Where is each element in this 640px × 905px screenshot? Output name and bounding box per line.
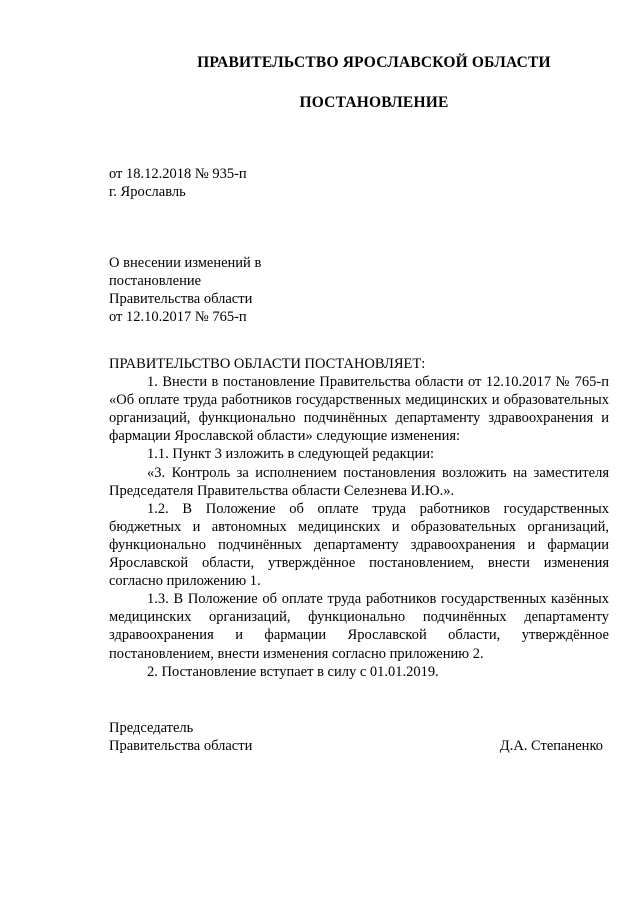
- subject-line: О внесении изменений в: [109, 255, 262, 271]
- subject-line: Правительства области: [109, 291, 253, 307]
- preamble: ПРАВИТЕЛЬСТВО ОБЛАСТИ ПОСТАНОВЛЯЕТ:: [109, 356, 426, 372]
- government-heading: ПРАВИТЕЛЬСТВО ЯРОСЛАВСКОЙ ОБЛАСТИ: [197, 54, 551, 71]
- signature-title-line: Правительства области: [109, 738, 253, 754]
- subject-line: от 12.10.2017 № 765-п: [109, 309, 247, 325]
- paragraph: 1. Внести в постановление Правительства области от 12.10.2017 № 765-п «Об оплате труда работников государственных медицинских и образовательных организаций, функционально подчинённых департаменту здравоохранения и фармации Ярославской области» следующие изменения:: [109, 374, 609, 445]
- city: г. Ярославль: [109, 184, 186, 200]
- paragraph: 1.2. В Положение об оплате труда работников государственных бюджетных и автономных медицинских и образовательных организаций, функционально подчинённых департаменту здравоохранения и фармации Ярославской области, утверждённое постановлением, внести изменения согласно приложению 1.: [109, 500, 609, 590]
- document-body: [109, 355, 609, 681]
- signature-title-line: Председатель: [109, 720, 194, 736]
- signature-title: [109, 719, 252, 755]
- paragraph: 1.3. В Положение об оплате труда работников государственных казённых медицинских организаций, функционально подчинённых департаменту здравоохранения и фармации Ярославской области, утверждённое постановлением, внести изменения согласно приложению 2.: [109, 591, 609, 662]
- document-type-heading: ПОСТАНОВЛЕНИЕ: [299, 94, 449, 111]
- subject-line: постановление: [109, 273, 202, 289]
- signatory-name: Д.А. Степаненко: [499, 738, 603, 754]
- paragraph: «3. Контроль за исполнением постановления возложить на заместителя Председателя Правительства области Селезнева И.Ю.».: [109, 464, 609, 499]
- paragraph: 2. Постановление вступает в силу с 01.01.2019.: [147, 663, 439, 680]
- date-number: от 18.12.2018 № 935-п: [109, 166, 247, 182]
- paragraph: 1.1. Пункт 3 изложить в следующей редакции:: [147, 446, 435, 463]
